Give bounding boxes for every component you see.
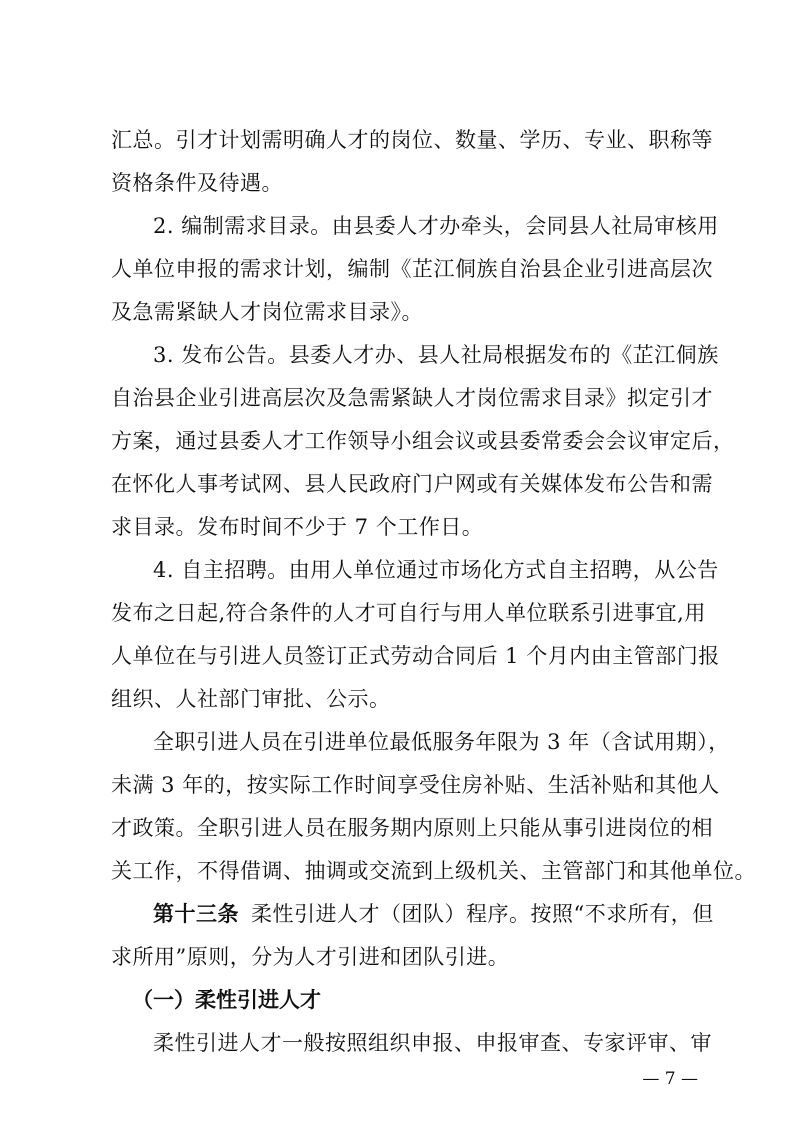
paragraph-line: 在怀化人事考试网、县人民政府门户网或有关媒体发布公告和需	[111, 472, 713, 496]
paragraph-line: 汇总。引才计划需明确人才的岗位、数量、学历、专业、职称等	[111, 128, 713, 152]
paragraph-line: 及急需紧缺人才岗位需求目录》。	[111, 300, 423, 324]
paragraph-line: 3. 发布公告。县委人才办、县人社局根据发布的《芷江侗族	[153, 343, 719, 367]
paragraph-line: 人单位在与引进人员签订正式劳动合同后 1 个月内由主管部门报	[111, 644, 720, 668]
paragraph-line: 求目录。发布时间不少于 7 个工作日。	[111, 515, 484, 539]
paragraph-line: 自治县企业引进高层次及急需紧缺人才岗位需求目录》拟定引才	[111, 386, 713, 410]
paragraph-line: 柔性引进人才一般按照组织申报、申报审查、专家评审、审	[153, 1031, 712, 1055]
paragraph-line: 关工作，不得借调、抽调或交流到上级机关、主管部门和其他单位。	[111, 859, 756, 883]
paragraph-line: 2. 编制需求目录。由县委人才办牵头，会同县人社局审核用	[153, 214, 719, 238]
article-text: 柔性引进人才（团队）程序。按照“不求所有，但	[251, 902, 714, 926]
paragraph-line: 人单位申报的需求计划，编制《芷江侗族自治县企业引进高层次	[111, 257, 713, 281]
paragraph-line: 全职引进人员在引进单位最低服务年限为 3 年（含试用期），	[153, 730, 730, 754]
section-heading: （一）柔性引进人才	[132, 988, 321, 1012]
paragraph-line: 发布之日起,符合条件的人才可自行与用人单位联系引进事宜,用	[111, 601, 706, 625]
paragraph-line: 方案，通过县委人才工作领导小组会议或县委常委会会议审定后，	[111, 429, 735, 453]
paragraph-line: 4. 自主招聘。由用人单位通过市场化方式自主招聘，从公告	[153, 558, 719, 582]
paragraph-line: 资格条件及待遇。	[111, 171, 283, 195]
article-line	[153, 902, 714, 926]
article-number: 第十三条	[153, 902, 239, 926]
paragraph-line: 求所用”原则，分为人才引进和团队引进。	[111, 945, 510, 969]
paragraph-line: 未满 3 年的，按实际工作时间享受住房补贴、生活补贴和其他人	[111, 773, 720, 797]
paragraph-line: 组织、人社部门审批、公示。	[111, 687, 391, 711]
paragraph-line: 才政策。全职引进人员在服务期内原则上只能从事引进岗位的相	[111, 816, 713, 840]
page-number: — 7 —	[642, 1069, 698, 1089]
